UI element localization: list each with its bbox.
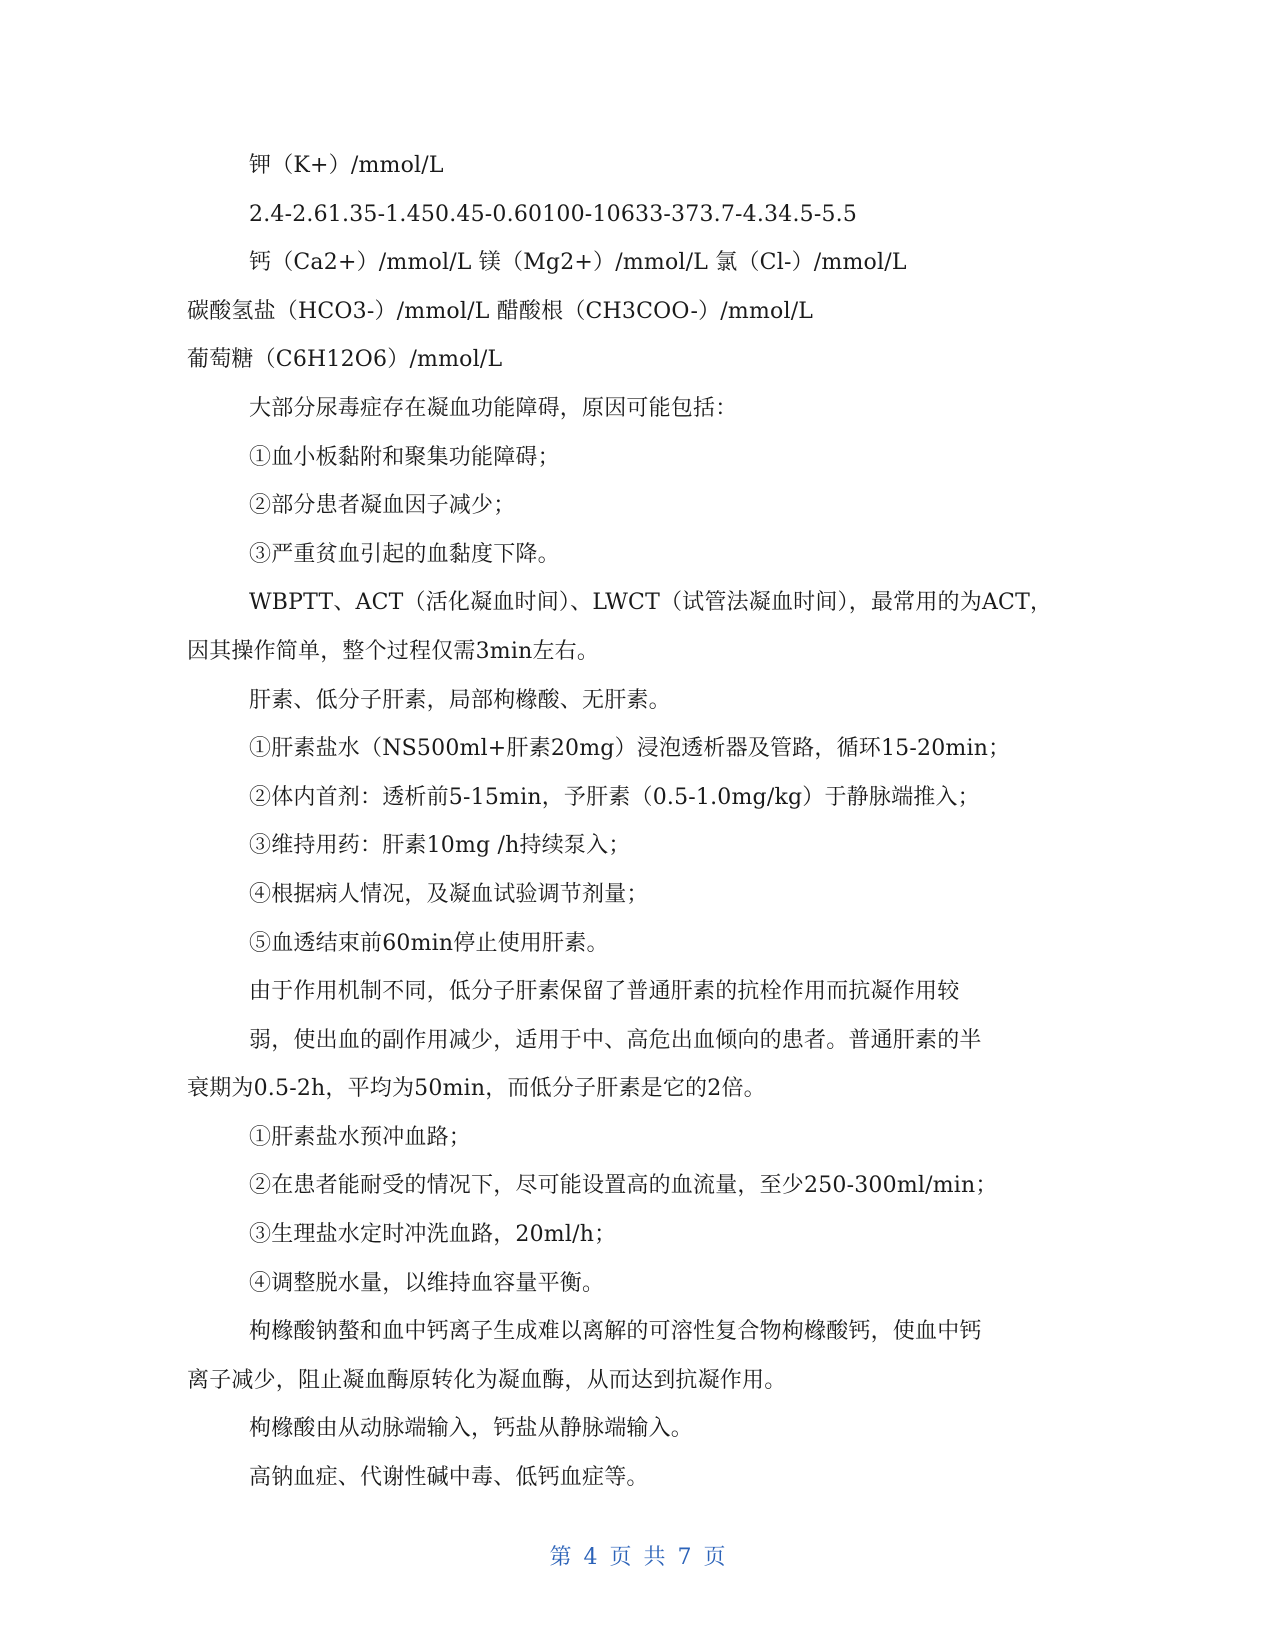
text-line: WBPTT、ACT（活化凝血时间）、LWCT（试管法凝血时间），最常用的为ACT， [249,590,1053,616]
text-line: 枸橼酸由从动脉端输入，钙盐从静脉端输入。 [249,1416,694,1442]
text-line: ③严重贫血引起的血黏度下降。 [249,541,560,567]
text-line: 离子减少，阻止凝血酶原转化为凝血酶，从而达到抗凝作用。 [187,1367,787,1393]
text-line: 葡萄糖（C6H12O6）/mmol/L [187,347,503,373]
current-page-number: 4 [583,1545,598,1570]
text-line: 高钠血症、代谢性碱中毒、低钙血症等。 [249,1465,649,1491]
text-line: 枸橼酸钠螯和血中钙离子生成难以离解的可溶性复合物枸橼酸钙，使血中钙 [249,1319,982,1345]
footer-suffix: 页 [703,1545,726,1570]
document-body [187,142,1087,1503]
text-line: 2.4-2.61.35-1.450.45-0.60100-10633-373.7-4.34.5-5.5 [249,201,858,227]
text-line: ⑤血透结束前60min停止使用肝素。 [249,930,609,956]
footer-total-label: 共 [643,1545,666,1570]
footer-prefix: 第 [549,1545,572,1570]
text-line: ②在患者能耐受的情况下，尽可能设置高的血流量，至少250-300ml/min； [249,1173,998,1199]
text-line: 肝素、低分子肝素，局部枸橼酸、无肝素。 [249,687,671,713]
text-line: ④调整脱水量，以维持血容量平衡。 [249,1270,605,1296]
text-line: ①血小板黏附和聚集功能障碍； [249,444,560,470]
text-line: ③维持用药：肝素10mg /h持续泵入； [249,833,631,859]
text-line: ①肝素盐水预冲血路； [249,1124,472,1150]
text-line: 衰期为0.5-2h，平均为50min，而低分子肝素是它的2倍。 [187,1076,766,1102]
text-line: 钾（K+）/mmol/L [249,153,444,178]
text-line: ②部分患者凝血因子减少； [249,493,516,519]
footer-page-label: 页 [609,1545,632,1570]
text-line: ④根据病人情况，及凝血试验调节剂量； [249,881,649,907]
text-line: 碳酸氢盐（HCO3-）/mmol/L 醋酸根（CH3COO-）/mmol/L [187,298,814,324]
text-line: 由于作用机制不同，低分子肝素保留了普通肝素的抗栓作用而抗凝作用较 [249,979,960,1005]
text-line: ②体内首剂：透析前5-15min，予肝素（0.5-1.0mg/kg）于静脉端推入； [249,784,980,810]
text-line: ③生理盐水定时冲洗血路，20ml/h； [249,1222,617,1248]
text-line: 大部分尿毒症存在凝血功能障碍，原因可能包括： [249,395,738,421]
text-line: 弱，使出血的副作用减少，适用于中、高危出血倾向的患者。普通肝素的半 [249,1027,982,1053]
text-line: 钙（Ca2+）/mmol/L 镁（Mg2+）/mmol/L 氯（Cl-）/mmol/L [249,250,907,276]
text-line: ①肝素盐水（NS500ml+肝素20mg）浸泡透析器及管路，循环15-20min； [249,736,1011,762]
page-number-footer [0,1540,1275,1571]
total-page-number: 7 [677,1545,692,1570]
text-line: 因其操作简单，整个过程仅需3min左右。 [187,638,600,664]
